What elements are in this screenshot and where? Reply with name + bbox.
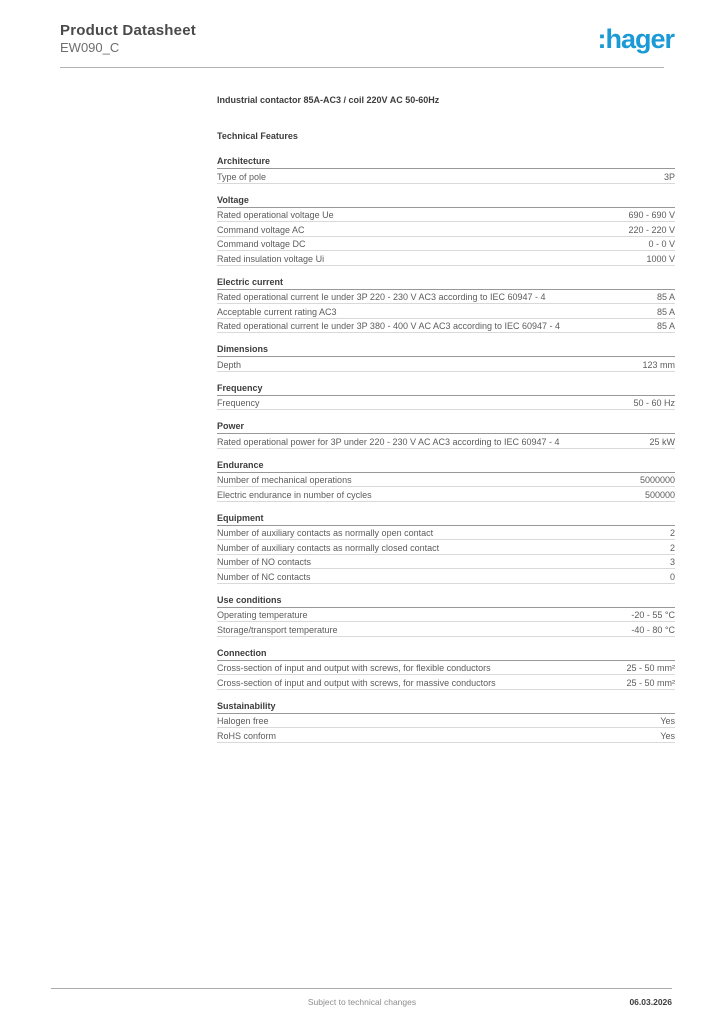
table-row xyxy=(217,434,675,449)
row-value: -20 - 55 °C xyxy=(631,610,675,620)
row-label: Operating temperature xyxy=(217,610,308,620)
row-label: Number of NC contacts xyxy=(217,571,311,582)
table-row xyxy=(217,714,675,729)
table-row xyxy=(217,319,675,334)
table-row xyxy=(217,675,675,690)
hager-logo: :hager xyxy=(597,24,674,54)
section-title: Equipment xyxy=(217,513,675,526)
row-label: Cross-section of input and output with screws, for massive conductors xyxy=(217,677,496,688)
row-label: Acceptable current rating AC3 xyxy=(217,306,337,317)
section-endurance xyxy=(217,460,675,502)
row-label: Number of auxiliary contacts as normally open contact xyxy=(217,528,434,538)
row-value: 50 - 60 Hz xyxy=(633,398,675,408)
section-title: Endurance xyxy=(217,460,675,473)
technical-features-heading: Technical Features xyxy=(217,131,298,141)
table-row xyxy=(217,473,675,488)
row-value: Yes xyxy=(660,730,675,741)
row-value: 85 A xyxy=(656,321,675,331)
row-label: Command voltage AC xyxy=(217,224,305,235)
row-value: -40 - 80 °C xyxy=(631,624,675,635)
footer-divider xyxy=(51,988,672,989)
section-voltage xyxy=(217,195,675,266)
section-frequency xyxy=(217,383,675,411)
section-dimensions xyxy=(217,344,675,372)
section-connection xyxy=(217,648,675,690)
row-label: Number of NO contacts xyxy=(217,557,312,567)
row-value: 3 xyxy=(669,557,675,567)
footer-note: Subject to technical changes xyxy=(307,997,417,1007)
row-label: Cross-section of input and output with screws, for flexible conductors xyxy=(217,663,491,673)
table-row xyxy=(217,222,675,237)
table-row xyxy=(217,540,675,555)
row-value: 0 - 0 V xyxy=(648,239,675,249)
row-value: 5000000 xyxy=(639,475,675,485)
table-row xyxy=(217,396,675,411)
row-label: Rated operational voltage Ue xyxy=(217,210,334,220)
section-power xyxy=(217,421,675,449)
section-sustainability xyxy=(217,701,675,743)
row-value: 25 - 50 mm² xyxy=(626,663,675,673)
section-title: Architecture xyxy=(217,156,675,169)
row-value: 2 xyxy=(669,528,675,538)
row-value: 85 A xyxy=(656,306,675,317)
row-value: 25 - 50 mm² xyxy=(626,677,675,688)
row-value: 1000 V xyxy=(646,253,675,264)
row-value: 2 xyxy=(669,542,675,553)
section-title: Sustainability xyxy=(217,701,675,714)
section-use-conditions xyxy=(217,595,675,637)
row-label: Rated operational current Ie under 3P 380 - 400 V AC AC3 according to IEC 60947 - 4 xyxy=(217,321,561,331)
row-value: 690 - 690 V xyxy=(628,210,675,220)
row-label: Command voltage DC xyxy=(217,239,306,249)
table-row xyxy=(217,569,675,584)
footer-date: 06.03.2026 xyxy=(629,997,672,1007)
table-row xyxy=(217,728,675,743)
table-row xyxy=(217,357,675,372)
section-electric-current xyxy=(217,277,675,334)
technical-features-table xyxy=(217,156,675,743)
row-value: 3P xyxy=(663,171,675,182)
table-row xyxy=(217,622,675,637)
table-row xyxy=(217,526,675,541)
row-label: RoHS conform xyxy=(217,730,277,741)
row-label: Number of auxiliary contacts as normally closed contact xyxy=(217,542,440,553)
section-equipment xyxy=(217,513,675,584)
table-row xyxy=(217,304,675,319)
row-value: 85 A xyxy=(656,292,675,302)
product-reference: EW090_C xyxy=(60,40,120,55)
table-row xyxy=(217,237,675,252)
row-label: Storage/transport temperature xyxy=(217,624,338,635)
table-row xyxy=(217,290,675,305)
row-label: Frequency xyxy=(217,398,260,408)
row-value: 500000 xyxy=(644,489,675,500)
section-architecture xyxy=(217,156,675,184)
table-row xyxy=(217,555,675,570)
row-value: Yes xyxy=(660,716,675,726)
table-row xyxy=(217,208,675,223)
row-label: Type of pole xyxy=(217,171,267,182)
row-label: Number of mechanical operations xyxy=(217,475,352,485)
row-label: Rated insulation voltage Ui xyxy=(217,253,325,264)
section-title: Frequency xyxy=(217,383,675,396)
content-column xyxy=(217,95,675,743)
table-row xyxy=(217,169,675,184)
table-row xyxy=(217,251,675,266)
row-value: 0 xyxy=(669,571,675,582)
section-title: Voltage xyxy=(217,195,675,208)
row-label: Halogen free xyxy=(217,716,269,726)
row-label: Depth xyxy=(217,359,242,370)
row-label: Rated operational power for 3P under 220 - 230 V AC AC3 according to IEC 60947 - 4 xyxy=(217,436,560,447)
row-label: Electric endurance in number of cycles xyxy=(217,489,372,500)
section-title: Connection xyxy=(217,648,675,661)
row-label: Rated operational current Ie under 3P 220 - 230 V AC3 according to IEC 60947 - 4 xyxy=(217,292,546,302)
document-title: Product Datasheet xyxy=(60,22,196,39)
section-title: Use conditions xyxy=(217,595,675,608)
section-title: Electric current xyxy=(217,277,675,290)
section-title: Dimensions xyxy=(217,344,675,357)
section-title: Power xyxy=(217,421,675,434)
header-divider xyxy=(60,67,664,68)
row-value: 25 kW xyxy=(649,436,675,447)
product-description: Industrial contactor 85A-AC3 / coil 220V AC 50-60Hz xyxy=(217,95,440,105)
table-row xyxy=(217,487,675,502)
table-row xyxy=(217,608,675,623)
table-row xyxy=(217,661,675,676)
row-value: 220 - 220 V xyxy=(628,224,675,235)
row-value: 123 mm xyxy=(642,359,675,370)
